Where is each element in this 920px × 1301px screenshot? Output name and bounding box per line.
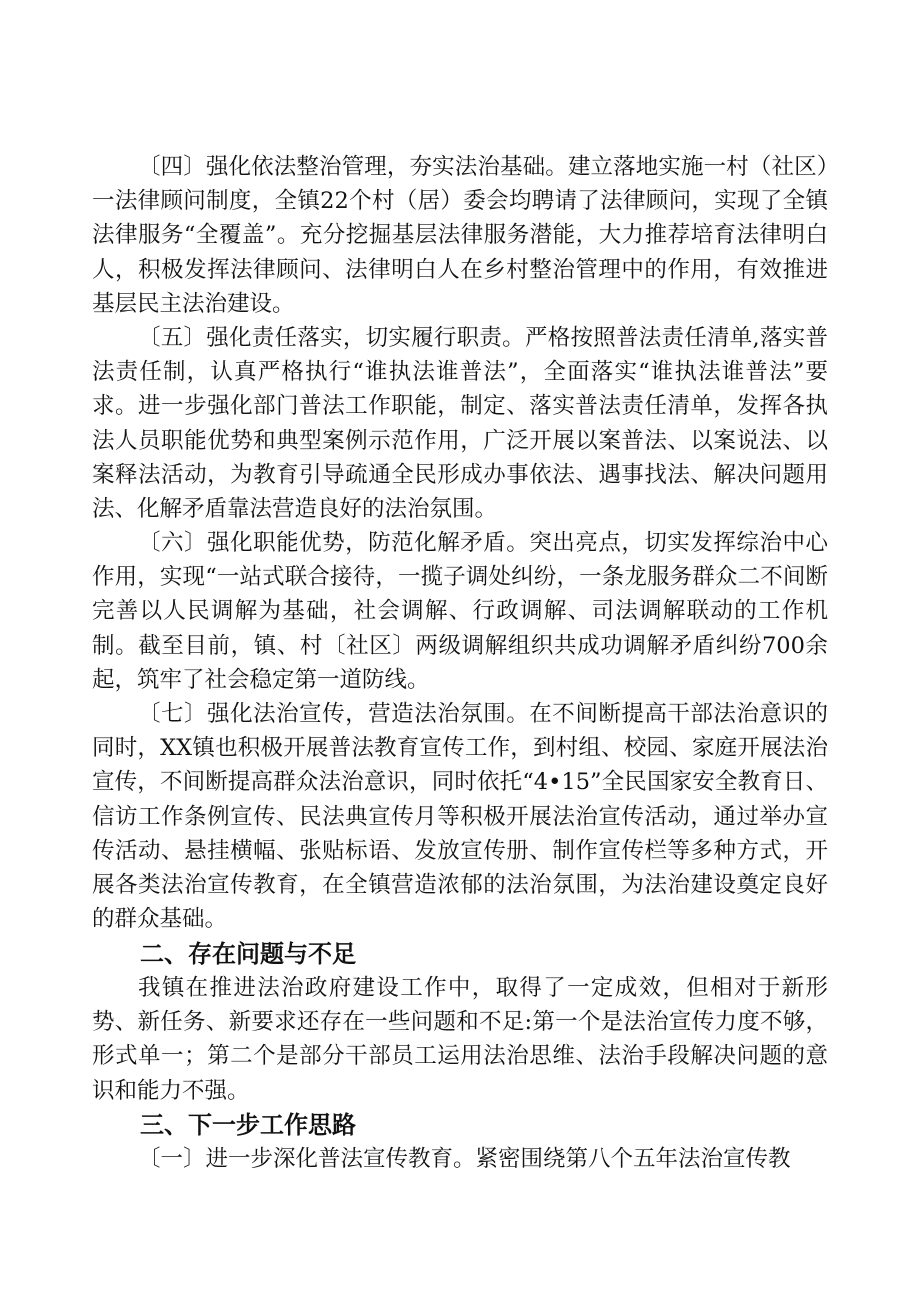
problem-paragraph-text: 我镇在推进法治政府建设工作中，取得了一定成效，但相对于新形势、新任务、新要求还存在一些问题和不足:第一个是法治宣传力度不够，形式单一；第二个是部分干部员工运用法治思维、法治手段解决问题的意识和能力不强。: [92, 975, 828, 1104]
paragraph-7-text: 〔七〕强化法治宣传，营造法治氛围。在不间断提高干部法治意识的同时，XX镇也积极开展普法教育宣传工作，到村组、校园、家庭开展法治宣传，不间断提高群众法治意识，同时依托“4•15”全民国家安全教育日、信访工作条例宣传、民法典宣传月等积极开展法治宣传活动，通过举办宣传活动、悬挂横幅、张贴标语、发放宣传册、制作宣传栏等多种方式，开展各类法治宣传教育，在全镇营造浓郁的法治氛围，为法治建设奠定良好的群众基础。: [92, 701, 828, 933]
paragraph-7: [92, 697, 828, 936]
paragraph-6: [92, 526, 828, 697]
problem-paragraph: [92, 971, 828, 1108]
paragraph-4: [92, 150, 828, 321]
next-step-paragraph: [92, 1142, 828, 1176]
next-step-paragraph-text: 〔一〕进一步深化普法宣传教育。紧密围绕第八个五年法治宣传教: [138, 1146, 791, 1172]
paragraph-6-text: 〔六〕强化职能优势，防范化解矛盾。突出亮点，切实发挥综治中心作用，实现“一站式联合接待，一揽子调处纠纷，一条龙服务群众二不间断完善以人民调解为基础，社会调解、行政调解、司法调解联动的工作机制。截至目前，镇、村〔社区〕两级调解组织共成功调解矛盾纠纷700余起，筑牢了社会稳定第一道防线。: [92, 530, 828, 693]
paragraph-5-text: 〔五〕强化责任落实，切实履行职责。严格按照普法责任清单,落实普法责任制，认真严格执行“谁执法谁普法”，全面落实“谁执法谁普法”要求。进一步强化部门普法工作职能，制定、落实普法责任清单，发挥各执法人员职能优势和典型案例示范作用，广泛开展以案普法、以案说法、以案释法活动，为教育引导疏通全民形成办事依法、遇事找法、解决问题用法、化解矛盾靠法营造良好的法治氛围。: [92, 325, 828, 523]
paragraph-4-text: 〔四〕强化依法整治管理，夯实法治基础。建立落地实施一村（社区）一法律顾问制度，全镇22个村（居）委会均聘请了法律顾问，实现了全镇法律服务“全覆盖”。充分挖掘基层法律服务潜能，大力推荐培育法律明白人，积极发挥法律顾问、法律明白人在乡村整治管理中的作用，有效推进基层民主法治建设。: [92, 154, 828, 317]
paragraph-5: [92, 321, 828, 526]
section-heading-next-steps: 三、下一步工作思路: [140, 1111, 356, 1139]
section-heading-problems: 二、存在问题与不足: [140, 940, 356, 968]
